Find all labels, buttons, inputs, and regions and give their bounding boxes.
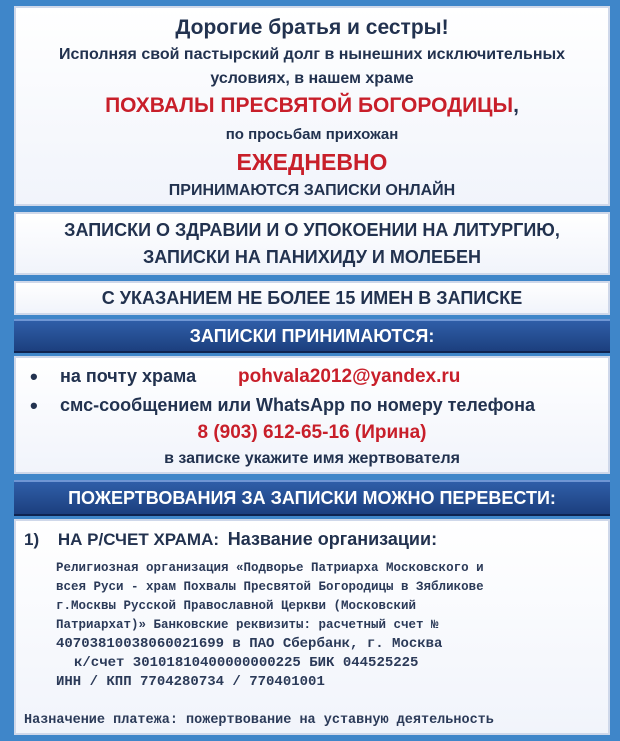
bank-requisites — [56, 559, 484, 692]
donation-header-text: ПОЖЕРТВОВАНИЯ ЗА ЗАПИСКИ МОЖНО ПЕРЕВЕСТИ: — [68, 488, 556, 508]
accepted-header-text: ЗАПИСКИ ПРИНИМАЮТСЯ: — [189, 326, 435, 346]
bank-line-6: к/счет 30101810400000000225 БИК 044525225 — [74, 655, 419, 671]
accepted-header — [14, 319, 610, 353]
bank-line-7: ИНН / КПП 7704280734 / 770401001 — [56, 674, 325, 690]
bank-line-2: всея Руси - храм Похвалы Пресвятой Богородицы в Зябликове — [56, 580, 484, 594]
bank-title: НА Р/СЧЕТ ХРАМА: — [57, 530, 220, 549]
donation-header — [14, 480, 610, 516]
sms-label: смс-сообщением или WhatsApp по номеру телефона — [60, 395, 536, 415]
church-name-line — [16, 94, 608, 118]
intro-line-2: условиях, в нашем храме — [210, 70, 414, 87]
contacts-panel — [14, 356, 610, 474]
notes-types-panel — [14, 212, 610, 275]
church-comma: , — [513, 94, 519, 117]
daily-label: ЕЖЕДНЕВНО — [236, 149, 388, 175]
church-name: ПОХВАЛЫ ПРЕСВЯТОЙ БОГОРОДИЦЫ — [105, 94, 514, 117]
bullet-icon: • — [30, 364, 38, 389]
notes-types-line-1: ЗАПИСКИ О ЗДРАВИИ И О УПОКОЕНИИ НА ЛИТУРГИЮ, — [64, 220, 560, 240]
bank-line-4: Патриархат)» Банковские реквизиты: расчетный счет № — [56, 618, 439, 632]
bank-details-panel — [14, 519, 610, 735]
bank-line-5: 40703810038060021699 в ПАО Сбербанк, г. Москва — [56, 636, 443, 652]
payment-purpose: Назначение платежа: пожертвование на уставную деятельность — [24, 713, 494, 728]
intro-panel — [14, 6, 610, 206]
intro-line-3: по просьбам прихожан — [225, 126, 399, 143]
donor-note: в записке укажите имя жертвователя — [164, 450, 460, 467]
bank-line-1: Религиозная организация «Подворье Патриарха Московского и — [56, 561, 484, 575]
email-label: на почту храма — [60, 366, 197, 386]
bank-title-row — [24, 529, 437, 550]
notes-types-line-2: ЗАПИСКИ НА ПАНИХИДУ И МОЛЕБЕН — [143, 247, 481, 267]
phone-number[interactable]: 8 (903) 612-65-16 (Ирина) — [197, 422, 427, 443]
bank-number: 1) — [24, 530, 40, 549]
limit-panel — [14, 281, 610, 315]
intro-line-4: ПРИНИМАЮТСЯ ЗАПИСКИ ОНЛАЙН — [168, 182, 456, 199]
bank-org-label: Название организации: — [227, 529, 438, 549]
email-link[interactable]: pohvala2012@yandex.ru — [238, 366, 461, 387]
intro-line-1: Исполняя свой пастырский долг в нынешних исключительных — [58, 46, 566, 63]
greeting: Дорогие братья и сестры! — [175, 16, 449, 39]
limit-text: С УКАЗАНИЕМ НЕ БОЛЕЕ 15 ИМЕН В ЗАПИСКЕ — [101, 288, 523, 308]
bank-line-3: г.Москвы Русской Православной Церкви (Московский — [56, 599, 417, 613]
bullet-icon: • — [30, 393, 38, 418]
